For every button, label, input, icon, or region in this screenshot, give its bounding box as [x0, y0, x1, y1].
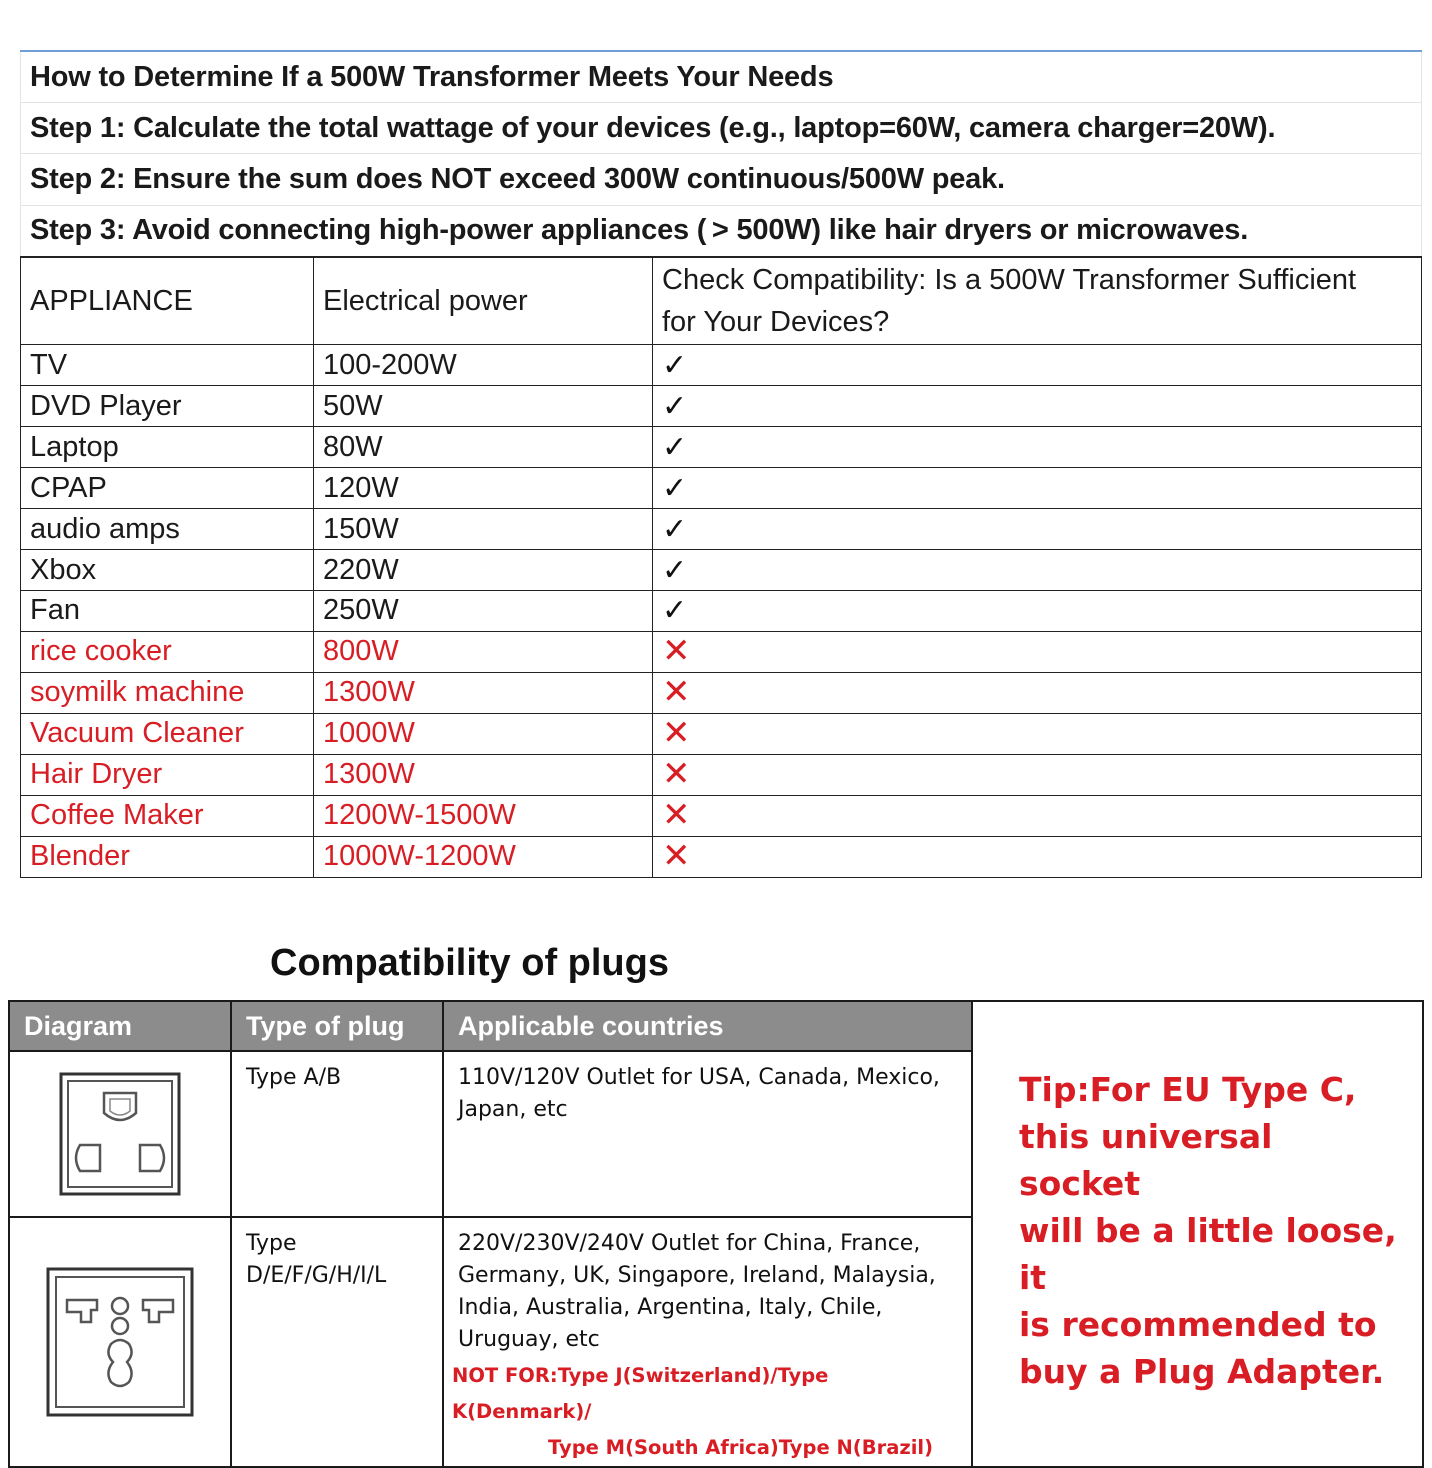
appliance-power: 250W: [314, 591, 653, 632]
guide-step-2: Step 2: Ensure the sum does NOT exceed 300W continuous/500W peak.: [21, 154, 1422, 205]
guide-title-row: [21, 51, 1422, 103]
plug-type-text: Type A/B: [246, 1065, 342, 1090]
tip-line: buy a Plug Adapter.: [1019, 1352, 1385, 1391]
incompatible-cross-icon: ✕: [662, 631, 691, 670]
compatibility-cell: [653, 754, 1422, 795]
appliance-row: [21, 713, 1422, 754]
countries-line: Japan, etc: [458, 1097, 568, 1122]
appliance-row: [21, 468, 1422, 509]
appliance-name: TV: [21, 345, 314, 386]
appliance-row: [21, 427, 1422, 468]
compatibility-cell: [653, 672, 1422, 713]
compatibility-cell: [653, 631, 1422, 672]
appliance-row: [21, 754, 1422, 795]
incompatible-cross-icon: ✕: [662, 713, 691, 752]
plug-type-text: D/E/F/G/H/I/L: [246, 1263, 387, 1288]
not-for-line: Type M(South Africa)Type N(Brazil): [548, 1436, 933, 1459]
appliance-name: DVD Player: [21, 386, 314, 427]
appliance-name: CPAP: [21, 468, 314, 509]
plug-type-cell: [231, 1051, 443, 1217]
appliance-row: [21, 550, 1422, 591]
transformer-guide-table: [20, 50, 1422, 878]
plug-compatibility-table: [8, 1000, 1424, 1468]
not-for-line: NOT FOR:Type J(Switzerland)/Type K(Denmark)/: [452, 1364, 829, 1423]
type-ab-socket-icon: [58, 1071, 182, 1197]
compatible-check-icon: ✓: [662, 389, 688, 423]
tip-line: Tip:For EU Type C,: [1019, 1070, 1357, 1109]
appliance-name: soymilk machine: [21, 672, 314, 713]
plug-diagram-cell: [9, 1051, 231, 1217]
appliance-power: 50W: [314, 386, 653, 427]
plug-section-title: Compatibility of plugs: [270, 942, 669, 984]
appliance-power: 80W: [314, 427, 653, 468]
guide-step-1: Step 1: Calculate the total wattage of your devices (e.g., laptop=60W, camera charger=20W).: [21, 103, 1422, 154]
guide-step-3: Step 3: Avoid connecting high-power appliances ( > 500W) like hair dryers or microwaves.: [21, 205, 1422, 257]
compatibility-cell: [653, 550, 1422, 591]
plug-type-cell: [231, 1217, 443, 1467]
appliance-power: 120W: [314, 468, 653, 509]
power-column-header: Electrical power: [314, 257, 653, 345]
compatibility-cell: [653, 345, 1422, 386]
plug-type-column-header: Type of plug: [231, 1001, 443, 1051]
countries-column-header: Applicable countries: [443, 1001, 972, 1051]
compatible-check-icon: ✓: [662, 553, 688, 587]
appliance-power: 1200W-1500W: [314, 795, 653, 836]
appliance-row: [21, 795, 1422, 836]
universal-socket-icon: [45, 1266, 195, 1418]
appliance-power: 1000W: [314, 713, 653, 754]
tip-line: is recommended to: [1019, 1305, 1377, 1344]
incompatible-cross-icon: ✕: [662, 795, 691, 834]
appliance-power: 1300W: [314, 672, 653, 713]
countries-cell: [443, 1217, 972, 1467]
compatibility-cell: [653, 836, 1422, 877]
plug-type-text: Type: [246, 1231, 297, 1256]
appliance-row: [21, 591, 1422, 632]
appliance-name: Fan: [21, 591, 314, 632]
appliance-name: Vacuum Cleaner: [21, 713, 314, 754]
countries-line: 110V/120V Outlet for USA, Canada, Mexico,: [458, 1065, 940, 1090]
countries-line: Uruguay, etc: [458, 1327, 600, 1352]
appliance-name: Xbox: [21, 550, 314, 591]
appliance-rows: [21, 345, 1422, 878]
appliance-name: Hair Dryer: [21, 754, 314, 795]
appliance-power: 150W: [314, 509, 653, 550]
incompatible-cross-icon: ✕: [662, 672, 691, 711]
appliance-row: [21, 631, 1422, 672]
appliance-row: [21, 509, 1422, 550]
appliance-row: [21, 386, 1422, 427]
countries-line: India, Australia, Argentina, Italy, Chile,: [458, 1295, 883, 1320]
compatibility-cell: [653, 509, 1422, 550]
plug-diagram-cell: [9, 1217, 231, 1467]
appliance-power: 100-200W: [314, 345, 653, 386]
compatibility-header-line1: Check Compatibility: Is a 500W Transformer Sufficient: [662, 264, 1357, 297]
compatibility-cell: [653, 795, 1422, 836]
compatible-check-icon: ✓: [662, 348, 688, 382]
countries-line: Germany, UK, Singapore, Ireland, Malaysia,: [458, 1263, 936, 1288]
compatibility-cell: [653, 713, 1422, 754]
appliance-row: [21, 672, 1422, 713]
appliance-name: Blender: [21, 836, 314, 877]
compatibility-cell: [653, 427, 1422, 468]
incompatible-cross-icon: ✕: [662, 836, 691, 875]
appliance-name: rice cooker: [21, 631, 314, 672]
appliance-row: [21, 345, 1422, 386]
appliance-name: Laptop: [21, 427, 314, 468]
incompatible-cross-icon: ✕: [662, 754, 691, 793]
compatible-check-icon: ✓: [662, 594, 688, 628]
appliance-name: Coffee Maker: [21, 795, 314, 836]
compatible-check-icon: ✓: [662, 471, 688, 505]
not-for-note: [452, 1358, 959, 1466]
appliance-row: [21, 836, 1422, 877]
compatible-check-icon: ✓: [662, 512, 688, 546]
guide-title: How to Determine If a 500W Transformer Meets Your Needs: [21, 51, 1422, 103]
compatibility-column-header: [653, 257, 1422, 345]
compatible-check-icon: ✓: [662, 430, 688, 464]
appliance-power: 1300W: [314, 754, 653, 795]
guide-step-row: [21, 154, 1422, 205]
appliance-name: audio amps: [21, 509, 314, 550]
plug-tip: [972, 1001, 1423, 1467]
appliance-power: 220W: [314, 550, 653, 591]
tip-line: will be a little loose, it: [1019, 1211, 1397, 1297]
diagram-column-header: Diagram: [9, 1001, 231, 1051]
guide-step-row: [21, 205, 1422, 257]
countries-line: 220V/230V/240V Outlet for China, France,: [458, 1231, 921, 1256]
compatibility-cell: [653, 468, 1422, 509]
compatibility-cell: [653, 591, 1422, 632]
appliance-column-header: APPLIANCE: [21, 257, 314, 345]
compatibility-header-line2: for Your Devices?: [662, 306, 890, 339]
tip-line: this universal socket: [1019, 1117, 1273, 1203]
compatibility-cell: [653, 386, 1422, 427]
countries-cell: [443, 1051, 972, 1217]
appliance-power: 1000W-1200W: [314, 836, 653, 877]
guide-step-row: [21, 103, 1422, 154]
plug-header-row: [9, 1001, 1423, 1051]
appliance-header-row: [21, 257, 1422, 345]
appliance-power: 800W: [314, 631, 653, 672]
